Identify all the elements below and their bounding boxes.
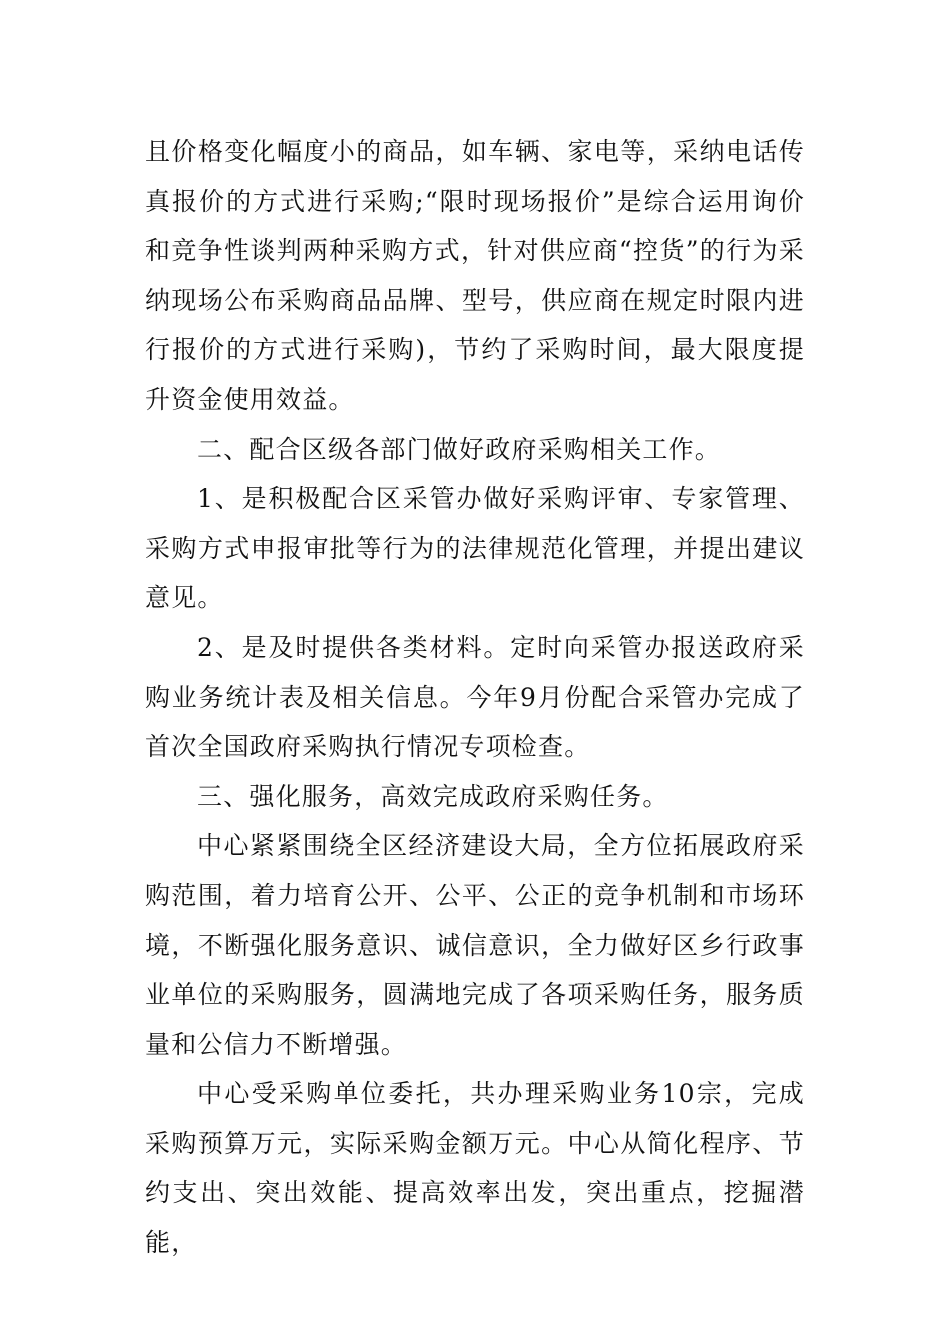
paragraph-continuation: 且价格变化幅度小的商品，如车辆、家电等，采纳电话传真报价的方式进行采购;“限时现场报价”是综合运用询价和竞争性谈判两种采购方式，针对供应商“控货”的行为采纳现场公布采购商品品牌、型号，供应商在规定时限内进行报价的方式进行采购)，节约了采购时间，最大限度提升资金使用效益。 xyxy=(145,137,805,414)
paragraph-procurement-summary: 中心受采购单位委托，共办理采购业务10宗，完成采购预算万元，实际采购金额万元。中心从简化程序、节约支出、突出效能、提高效率出发，突出重点，挖掘潜能， xyxy=(145,1079,805,1258)
document-body xyxy=(145,127,805,1268)
paragraph-service: 中心紧紧围绕全区经济建设大局，全方位拓展政府采购范围，着力培育公开、公平、公正的竞争机制和市场环境，不断强化服务意识、诚信意识，全力做好区乡行政事业单位的采购服务，圆满地完成了各项采购任务，服务质量和公信力不断增强。 xyxy=(145,831,805,1059)
section-heading-three: 三、强化服务，高效完成政府采购任务。 xyxy=(197,781,669,811)
paragraph-item-one: 1、是积极配合区采管办做好采购评审、专家管理、采购方式申报审批等行为的法律规范化管理，并提出建议意见。 xyxy=(145,484,805,613)
paragraph-item-two: 2、是及时提供各类材料。定时向采管办报送政府采购业务统计表及相关信息。今年9月份配合采管办完成了首次全国政府采购执行情况专项检查。 xyxy=(145,632,805,762)
section-heading-two: 二、配合区级各部门做好政府采购相关工作。 xyxy=(197,434,722,464)
